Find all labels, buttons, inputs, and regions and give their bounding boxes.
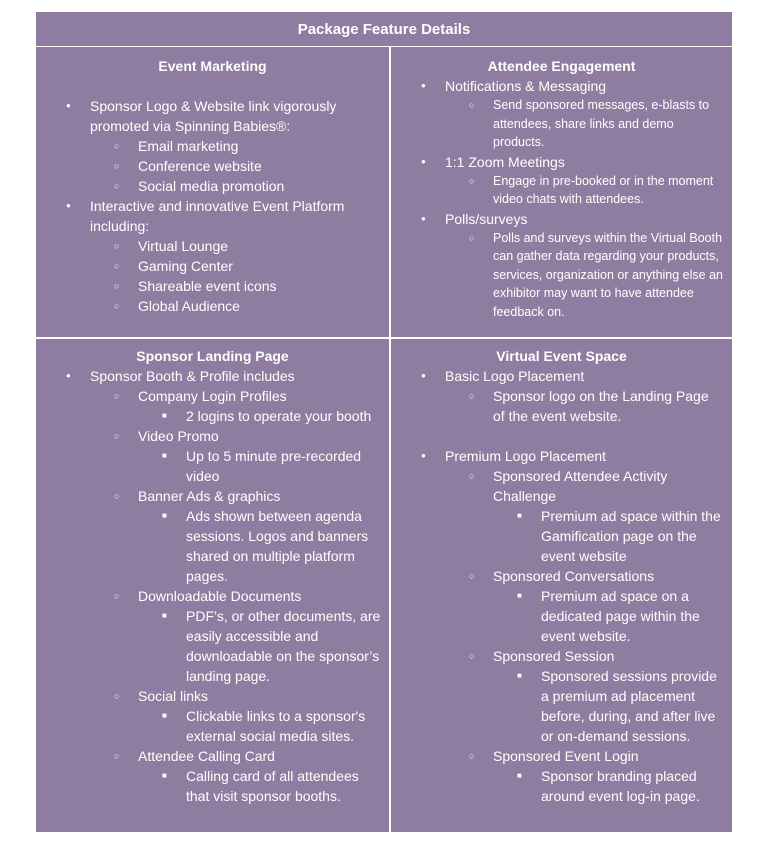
- list-item: ■ PDF’s, or other documents, are easily accessible and downloadable on the sponsor’s landing page.: [138, 606, 381, 686]
- list-item: ■ Up to 5 minute pre-recorded video: [138, 446, 381, 486]
- list-item: ● Sponsor Booth & Profile includes ○ Company Login Profiles ■ 2 logins to operate your booth ○ Video Promo ■ Up to 5 minute pre-recorded video ○ Banner Ads & graphics ■ Ads shown between agenda sessions. Logos and banners shared on multiple platform pages. ○ Downloadable Documents ■ PDF’s, or other documents, are easily accessible and downloadable on the sponsor’s landing page. ○ Social links ■ Clickable links to a sponsor's external social media sites. ○ Attendee Calling Card ■ Calling card of all attendees that visit sponsor booths.: [36, 366, 381, 806]
- list-item: ○ Downloadable Documents ■ PDF’s, or other documents, are easily accessible and downloadable on the sponsor’s landing page.: [90, 586, 381, 686]
- list-item: ● Basic Logo Placement ○ Sponsor logo on the Landing Page of the event website.: [391, 366, 724, 426]
- list-item: ○ Gaming Center: [90, 256, 379, 276]
- list-item: ■ Ads shown between agenda sessions. Logos and banners shared on multiple platform pages.: [138, 506, 381, 586]
- row-divider: [36, 337, 732, 339]
- list-item: ○ Social links ■ Clickable links to a sponsor's external social media sites.: [90, 686, 381, 746]
- attendee-engagement-title: Attendee Engagement: [487, 58, 636, 74]
- list-item: ○ Engage in pre-booked or in the moment video chats with attendees.: [445, 172, 726, 209]
- list-item: ○ Attendee Calling Card ■ Calling card of all attendees that visit sponsor booths.: [90, 746, 381, 806]
- list-item: ● Sponsor Logo & Website link vigorously promoted via Spinning Babies®: ○ Email marketing ○ Conference website ○ Social media promotion: [36, 96, 379, 196]
- cell-virtual-event: [391, 346, 732, 806]
- list-item: ○ Shareable event icons: [90, 276, 379, 296]
- list-item: ● Polls/surveys ○ Polls and surveys within the Virtual Booth can gather data regarding your products, services, organization or anything else an exhibitor may want to have attendee feedback on.: [391, 209, 726, 322]
- list-item: ■ Clickable links to a sponsor's external social media sites.: [138, 706, 381, 746]
- cell-attendee-engagement: [391, 56, 732, 321]
- list-item: ● Notifications & Messaging ○ Send sponsored messages, e-blasts to attendees, share links and demo products.: [391, 76, 726, 152]
- list-item: ■ Sponsored sessions provide a premium ad placement before, during, and after live or on-demand sessions.: [493, 666, 724, 746]
- list-item: ○ Banner Ads & graphics ■ Ads shown between agenda sessions. Logos and banners shared on multiple platform pages.: [90, 486, 381, 586]
- list-item: ○ Send sponsored messages, e-blasts to attendees, share links and demo products.: [445, 96, 726, 152]
- cell-event-marketing: [36, 56, 389, 316]
- list-item: ■ Sponsor branding placed around event log-in page.: [493, 766, 724, 806]
- sponsor-landing-title: Sponsor Landing Page: [136, 348, 289, 364]
- table-header: Package Feature Details: [36, 12, 732, 47]
- list-item: ■ Calling card of all attendees that visit sponsor booths.: [138, 766, 381, 806]
- feature-table: [36, 12, 732, 832]
- list-item: ○ Sponsored Session ■ Sponsored sessions provide a premium ad placement before, during, and after live or on-demand sessions.: [445, 646, 724, 746]
- list-item: ● Premium Logo Placement ○ Sponsored Attendee Activity Challenge ■ Premium ad space within the Gamification page on the event website ○ Sponsored Conversations ■ Premium ad space on a dedicated page within the event website. ○ Sponsored Session ■ Sponsored sessions provide a premium ad placement before, during, and after live or on-demand sessions. ○ Sponsored Event Login ■ Sponsor branding placed around event log-in page.: [391, 446, 724, 806]
- list-item: ○ Social media promotion: [90, 176, 379, 196]
- list-item: ○ Sponsored Attendee Activity Challenge ■ Premium ad space within the Gamification page on the event website: [445, 466, 724, 566]
- event-marketing-title: Event Marketing: [158, 58, 267, 74]
- cell-sponsor-landing: [36, 346, 389, 806]
- list-item: ○ Conference website: [90, 156, 379, 176]
- list-item: ○ Video Promo ■ Up to 5 minute pre-recorded video: [90, 426, 381, 486]
- list-item: ○ Sponsored Conversations ■ Premium ad space on a dedicated page within the event website.: [445, 566, 724, 646]
- list-item: ○ Company Login Profiles ■ 2 logins to operate your booth: [90, 386, 381, 426]
- list-item: ○ Sponsor logo on the Landing Page of the event website.: [445, 386, 724, 426]
- list-item: ■ Premium ad space on a dedicated page within the event website.: [493, 586, 724, 646]
- list-item: ● 1:1 Zoom Meetings ○ Engage in pre-booked or in the moment video chats with attendees.: [391, 152, 726, 209]
- list-item: ○ Global Audience: [90, 296, 379, 316]
- list-item: ■ Premium ad space within the Gamification page on the event website: [493, 506, 724, 566]
- list-item: ○ Virtual Lounge: [90, 236, 379, 256]
- list-item: ■ 2 logins to operate your booth: [138, 406, 381, 426]
- list-item: ○ Sponsored Event Login ■ Sponsor branding placed around event log-in page.: [445, 746, 724, 806]
- virtual-event-title: Virtual Event Space: [496, 348, 627, 364]
- list-item: ○ Polls and surveys within the Virtual Booth can gather data regarding your products, services, organization or anything else an exhibitor may want to have attendee feedback on.: [445, 229, 726, 322]
- list-item: ● Interactive and innovative Event Platform including: ○ Virtual Lounge ○ Gaming Center ○ Shareable event icons ○ Global Audience: [36, 196, 379, 316]
- list-item: ○ Email marketing: [90, 136, 379, 156]
